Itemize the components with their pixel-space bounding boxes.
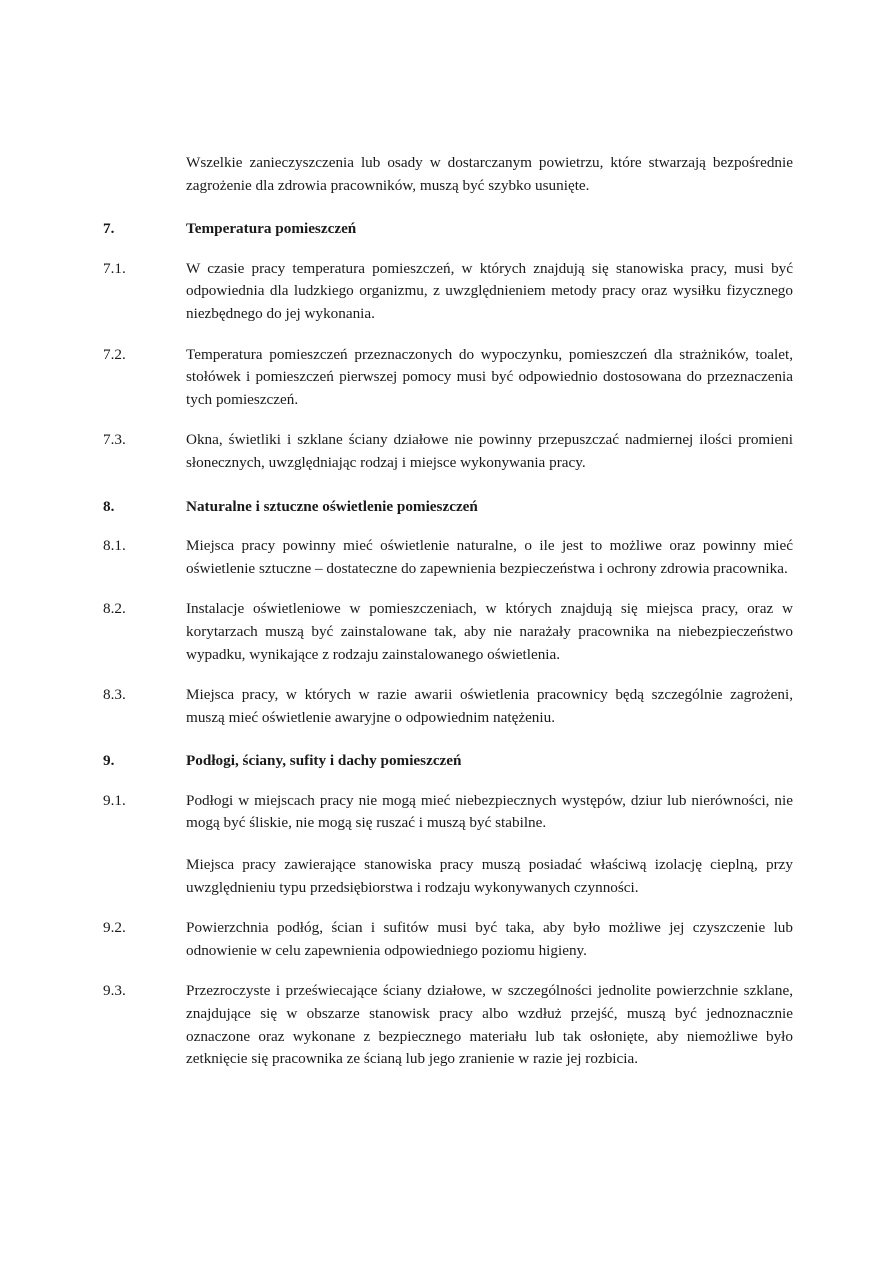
spacer xyxy=(103,666,793,684)
clause-9-1-continuation xyxy=(103,854,793,899)
clause-9-3 xyxy=(103,980,793,1070)
clause-7-1 xyxy=(103,258,793,326)
clause-text: Okna, świetliki i szklane ściany działowe nie powinny przepuszczać nadmiernej ilości promieni słonecznych, uwzględniając rodzaj i miejsce wykonywania pracy. xyxy=(186,431,793,471)
clause-number: 8.1. xyxy=(103,537,126,555)
spacer xyxy=(103,518,793,535)
clause-number: 9.3. xyxy=(103,982,126,1000)
spacer xyxy=(103,899,793,917)
clause-text: Miejsca pracy zawierające stanowiska pracy muszą posiadać właściwą izolację cieplną, przy uwzględnieniu typu przedsiębiorstwa i rodzaju wykonywanych czynności. xyxy=(186,856,793,896)
clause-number: 8.2. xyxy=(103,600,126,618)
section-number: 7. xyxy=(103,220,115,238)
spacer xyxy=(103,729,793,750)
clause-text: Miejsca pracy powinny mieć oświetlenie naturalne, o ile jest to możliwe oraz powinny mieć oświetlenie sztuczne – dostateczne do zapewnienia bezpieczeństwa i ochrony zdrowia pracownika. xyxy=(186,537,793,577)
clause-number: 7.3. xyxy=(103,431,126,449)
spacer xyxy=(103,197,793,218)
clause-7-2 xyxy=(103,344,793,412)
clause-9-2 xyxy=(103,917,793,962)
spacer xyxy=(103,475,793,496)
document-body xyxy=(103,152,793,1071)
section-title: Podłogi, ściany, sufity i dachy pomieszczeń xyxy=(186,752,462,770)
clause-text: Podłogi w miejscach pracy nie mogą mieć niebezpiecznych występów, dziur lub nierówności, nie mogą być śliskie, nie mogą się ruszać i muszą być stabilne. xyxy=(186,791,793,832)
spacer xyxy=(103,962,793,980)
spacer xyxy=(103,241,793,258)
spacer xyxy=(103,326,793,344)
section-heading-8 xyxy=(103,496,793,519)
section-title: Temperatura pomieszczeń xyxy=(186,220,357,238)
clause-text: Wszelkie zanieczyszczenia lub osady w dostarczanym powietrzu, które stwarzają bezpośrednie zagrożenie dla zdrowia pracowników, muszą być szybko usunięte. xyxy=(186,154,793,194)
clause-text: Temperatura pomieszczeń przeznaczonych do wypoczynku, pomieszczeń dla strażników, toalet, stołówek i pomieszczeń pierwszej pomocy musi być odpowiednio dostosowana do przeznaczenia tych pomieszczeń. xyxy=(186,345,793,408)
clause-text: Miejsca pracy, w których w razie awarii oświetlenia pracownicy będą szczególnie zagrożeni, muszą mieć oświetlenie awaryjne o odpowiednim natężeniu. xyxy=(186,686,793,726)
section-heading-7 xyxy=(103,218,793,241)
clause-number: 7.1. xyxy=(103,259,126,277)
clause-8-2 xyxy=(103,598,793,666)
section-number: 9. xyxy=(103,752,115,770)
clause-number: 7.2. xyxy=(103,345,126,363)
clause-number: 9.2. xyxy=(103,919,126,937)
spacer xyxy=(103,580,793,598)
clause-text: Powierzchnia podłóg, ścian i sufitów musi być taka, aby było możliwe jej czyszczenie lub odnowienie w celu zapewnienia odpowiedniego poziomu higieny. xyxy=(186,919,793,959)
clause-9-1 xyxy=(103,790,793,835)
spacer xyxy=(103,835,793,854)
section-number: 8. xyxy=(103,497,115,515)
clause-number: 9.1. xyxy=(103,791,126,809)
clause-text: W czasie pracy temperatura pomieszczeń, w których znajdują się stanowiska pracy, musi być odpowiednia dla ludzkiego organizmu, z uwzględnieniem metody pracy oraz wysiłku fizycznego niezbędnego do jej wykonania. xyxy=(186,259,793,322)
section-title: Naturalne i sztuczne oświetlenie pomieszczeń xyxy=(186,497,478,515)
section-heading-9 xyxy=(103,750,793,773)
spacer xyxy=(103,773,793,790)
clause-text: Przezroczyste i przeświecające ściany działowe, w szczególności jednolite powierzchnie szklane, znajdujące się w obszarze stanowisk pracy albo wzdłuż przejść, muszą być jednoznacznie oznaczone oraz wykonane z bezpiecznego materiału lub tak osłonięte, aby niemożliwe było zetknięcie się pracownika ze ścianą lub jego zranienie w razie jej rozbicia. xyxy=(186,982,793,1068)
spacer xyxy=(103,411,793,429)
clause-7-3 xyxy=(103,429,793,474)
clause-text: Instalacje oświetleniowe w pomieszczeniach, w których znajdują się miejsca pracy, oraz w korytarzach muszą być zainstalowane tak, aby nie narażały pracownika na niebezpieczeństwo wypadku, wynikające z rodzaju zainstalowanego oświetlenia. xyxy=(186,600,793,663)
clause-number: 8.3. xyxy=(103,686,126,704)
clause-8-3 xyxy=(103,684,793,729)
paragraph-intro xyxy=(103,152,793,197)
clause-8-1 xyxy=(103,535,793,580)
